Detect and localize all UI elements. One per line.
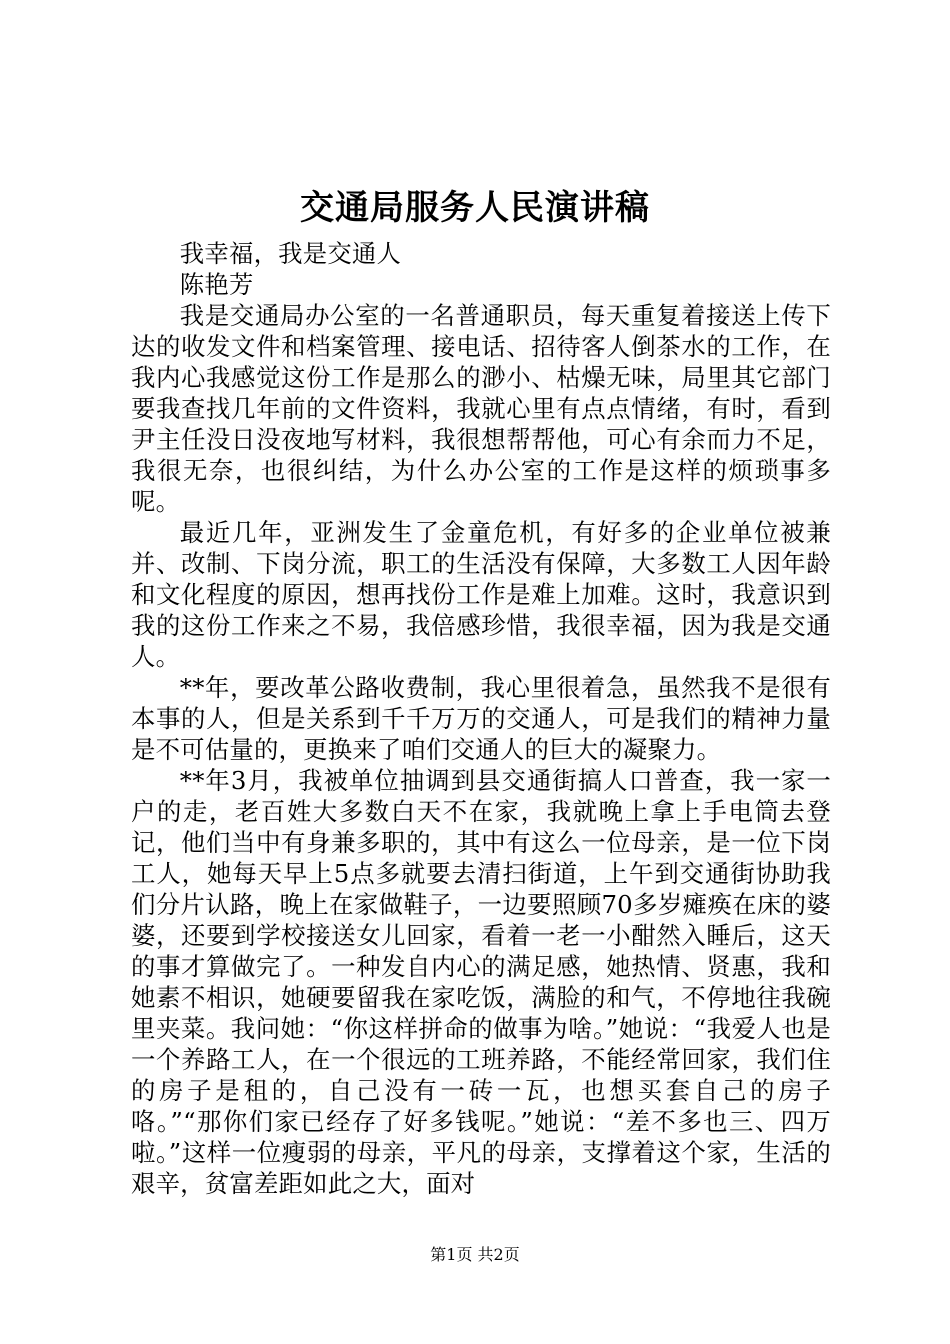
body-paragraph: 我是交通局办公室的一名普通职员，每天重复着接送上传下达的收发文件和档案管理、接电话、招待客人倒茶水的工作，在我内心我感觉这份工作是那么的渺小、枯燥无味，局里其它部门要我查找几年前的文件资料，我就心里有点点情绪，有时，看到尹主任没日没夜地写材料，我很想帮帮他，可心有余而力不足，我很无奈，也很纠结，为什么办公室的工作是这样的烦琐事多呢。 (131, 301, 831, 516)
page-number-footer: 第1页 共2页 (430, 1245, 520, 1264)
body-paragraph: 最近几年，亚洲发生了金童危机，有好多的企业单位被兼并、改制、下岗分流，职工的生活没有保障，大多数工人因年龄和文化程度的原因，想再找份工作是难上加难。这时，我意识到我的这份工作来之不易，我倍感珍惜，我很幸福，因为我是交通人。 (131, 518, 831, 671)
document-title: 交通局服务人民演讲稿 (300, 188, 650, 228)
document-body (131, 238, 831, 1199)
body-paragraph: **年3月，我被单位抽调到县交通街搞人口普查，我一家一户的走，老百姓大多数白天不在家，我就晚上拿上手电筒去登记，他们当中有身兼多职的，其中有这么一位母亲，是一位下岗工人，她每天早上5点多就要去清扫街道，上午到交通街协助我们分片认路，晚上在家做鞋子，一边要照顾70多岁瘫痪在床的婆婆，还要到学校接送女儿回家，看着一老一小酣然入睡后，这天的事才算做完了。一种发自内心的满足感，她热情、贤惠，我和她素不相识，她硬要留我在家吃饭，满脸的和气，不停地往我碗里夹菜。我问她：“你这样拼命的做事为啥。”她说：“我爱人也是一个养路工人，在一个很远的工班养路，不能经常回家，我们住的房子是租的，自己没有一砖一瓦，也想买套自己的房子咯。”“那你们家已经存了好多钱呢。”她说：“差不多也三、四万啦。”这样一位瘦弱的母亲，平凡的母亲，支撑着这个家，生活的艰辛，贫富差距如此之大，面对 (131, 766, 831, 1198)
speech-author: 陈艳芳 (179, 270, 254, 299)
body-paragraph: **年，要改革公路收费制，我心里很着急，虽然我不是很有本事的人，但是关系到千千万万的交通人，可是我们的精神力量是不可估量的，更换来了咱们交通人的巨大的凝聚力。 (131, 673, 831, 764)
speech-subtitle: 我幸福，我是交通人 (179, 239, 402, 268)
